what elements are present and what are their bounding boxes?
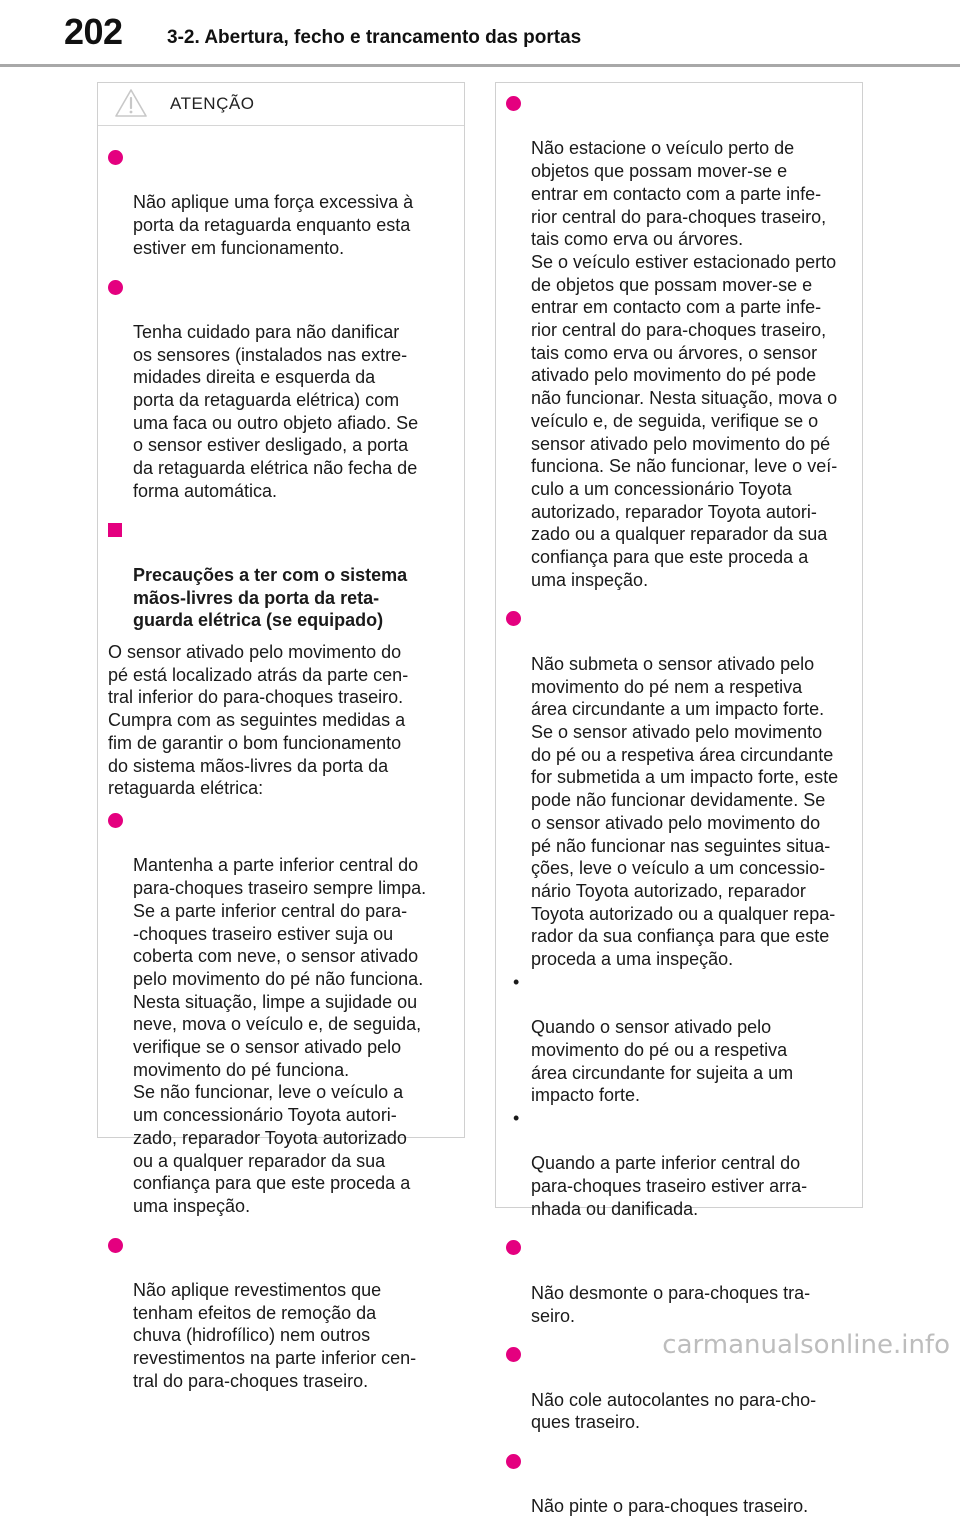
list-item <box>108 276 452 503</box>
list-item-text: Não submeta o sensor ativado pelo movimento do pé nem a respetiva área circundante a um impacto forte. Se o sensor ativado pelo movimento do pé ou a respetiva área circundante for submetida a um impacto forte, este pode não funcionar devidamente. Se o sensor ativado pelo movimento do pé não funcionar nas seguintes situa- ções, leve o veículo a um concessio- nário Toyota autorizado, reparador Toyota autorizado ou a qualquer repa- rador da sua confiança para que este proceda a uma inspeção. <box>531 653 839 970</box>
list-item <box>108 146 452 260</box>
bullet-dot-icon <box>506 1240 521 1255</box>
list-item <box>506 1236 850 1327</box>
list-item <box>506 1450 850 1518</box>
bullet-dot-icon <box>506 611 521 626</box>
sub-bullet-mark: • <box>513 971 520 992</box>
warning-box-left <box>97 82 465 1391</box>
sub-list-item <box>506 1107 850 1221</box>
bullet-dot-icon <box>108 150 123 165</box>
subsection-heading <box>108 519 452 633</box>
list-item-text: Não aplique uma força excessiva à porta da retaguarda enquanto esta estiver em funcionamento. <box>133 192 414 258</box>
list-item <box>108 809 452 1218</box>
bullet-dot-icon <box>108 280 123 295</box>
bullet-dot-icon <box>108 1238 123 1253</box>
sub-list-item-text: Quando o sensor ativado pelo movimento do pé ou a respetiva área circundante for sujeita a um impacto forte. <box>531 1017 794 1106</box>
bullet-dot-icon <box>108 813 123 828</box>
sub-bullet-mark: • <box>513 1107 520 1128</box>
sub-list-item <box>506 971 850 1107</box>
sub-list-item-text: Quando a parte inferior central do para-choques traseiro estiver arra- nhada ou danificada. <box>531 1153 808 1219</box>
list-item <box>108 1234 452 1393</box>
warning-header <box>98 83 464 126</box>
square-bullet-icon <box>108 523 122 537</box>
bullet-dot-icon <box>506 1454 521 1469</box>
watermark: carmanualsonline.info <box>662 1330 950 1360</box>
section-title: 3-2. Abertura, fecho e trancamento das portas <box>167 27 582 48</box>
list-item-text: Tenha cuidado para não danificar os sensores (instalados nas extre- midades direita e esquerda da porta da retaguarda elétrica) com uma faca ou outro objeto afiado. Se o sensor estiver desligado, a porta da retaguarda elétrica não fecha de forma automática. <box>133 321 419 501</box>
list-item-text: Não aplique revestimentos que tenham efeitos de remoção da chuva (hidrofílico) nem outros revestimentos na parte inferior cen- tral do para-choques traseiro. <box>133 1280 417 1391</box>
list-item <box>506 607 850 970</box>
sub-list <box>506 971 850 1221</box>
intro-paragraph: O sensor ativado pelo movimento do pé está localizado atrás da parte cen- tral inferior do para-choques traseiro. Cumpra com as seguintes medidas a fim de garantir o bom funcionamento do sistema mãos-livres da porta da retaguarda elétrica: <box>108 642 409 799</box>
warning-label: ATENÇÃO <box>170 94 255 113</box>
page-number: 202 <box>64 11 123 52</box>
bullet-dot-icon <box>506 96 521 111</box>
list-item <box>506 92 850 591</box>
list-item-text: Não pinte o para-choques traseiro. <box>531 1496 809 1517</box>
list-item-text: Não desmonte o para-choques tra- seiro. <box>531 1282 811 1326</box>
list-item-text: Não estacione o veículo perto de objetos que possam mover-se e entrar em contacto com a parte infe- rior central do para-choques traseiro, tais como erva ou árvores. Se o veículo estiver estacionado perto de objetos que possam mover-se e entrar em contacto com a parte infe- rior central do para-choques traseiro, tais como erva ou árvores, o sensor ativado pelo movimento do pé pode não funcionar. Nesta situação, mova o veículo e, de seguida, verifique se o sensor ativado pelo movimento do pé funciona. Se não funcionar, leve o veí- culo a um concessionário Toyota autorizado, reparador Toyota autori- zado ou a qualquer reparador da sua confiança para que este proceda a uma inspeção. <box>531 138 838 590</box>
header-divider <box>0 64 960 67</box>
page-header <box>0 0 960 66</box>
warning-content <box>98 146 464 1393</box>
list-item-text: Mantenha a parte inferior central do para-choques traseiro sempre limpa. Se a parte inferior central do para- -choques traseiro estiver suja ou coberta com neve, o sensor ativado pelo movimento do pé não funciona. Nesta situação, limpe a sujidade ou neve, mova o veículo e, de seguida, verifique se o sensor ativado pelo movimento do pé funciona. Se não funcionar, leve o veículo a um concessionário Toyota autori- zado, reparador Toyota autorizado ou a qualquer reparador da sua confiança para que este proceda a uma inspeção. <box>133 855 427 1216</box>
warning-content-continued <box>496 92 862 1518</box>
subsection-heading-text: Precauções a ter com o sistema mãos-livres da porta da reta- guarda elétrica (se equipado) <box>133 564 408 631</box>
warning-triangle-icon <box>114 88 148 118</box>
list-item-text: Não cole autocolantes no para-cho- ques traseiro. <box>531 1389 817 1433</box>
bullet-dot-icon <box>506 1347 521 1362</box>
